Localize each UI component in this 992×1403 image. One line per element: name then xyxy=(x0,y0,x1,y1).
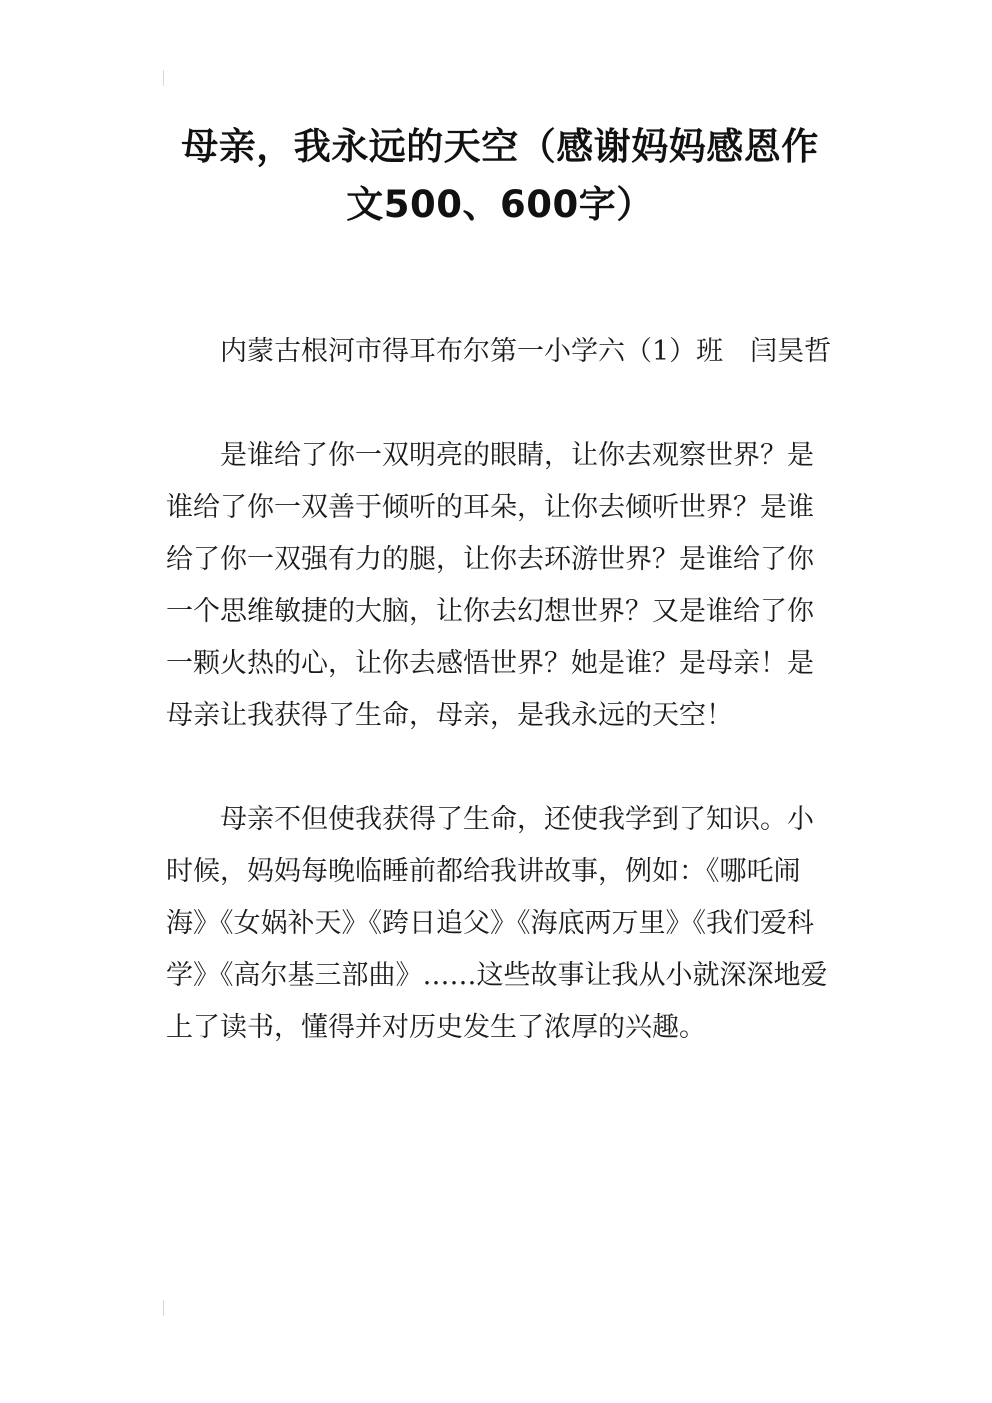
title-line-2: 文500、600字） xyxy=(346,183,654,226)
document-title xyxy=(150,118,850,234)
page-corner-mark xyxy=(163,1300,166,1316)
page-corner-mark xyxy=(163,70,166,86)
body-paragraph: 是谁给了你一双明亮的眼睛，让你去观察世界？是谁给了你一双善于倾听的耳朵，让你去倾听世界？是谁给了你一双强有力的腿，让你去环游世界？是谁给了你一个思维敏捷的大脑，让你去幻想世界？又是谁给了你一颗火热的心，让你去感悟世界？她是谁？是母亲！是母亲让我获得了生命，母亲，是我永远的天空！ xyxy=(166,440,814,731)
author-byline: 内蒙古根河市得耳布尔第一小学六（1）班 闫昊哲 xyxy=(220,336,832,367)
document-body xyxy=(166,326,832,1054)
title-line-1: 母亲，我永远的天空（感谢妈妈感恩作 xyxy=(181,125,819,168)
body-paragraph: 母亲不但使我获得了生命，还使我学到了知识。小时候，妈妈每晚临睡前都给我讲故事，例如：《哪吒闹海》《女娲补天》《跨日追父》《海底两万里》《我们爱科学》《高尔基三部曲》……这些故事让我从小就深深地爱上了读书，懂得并对历史发生了浓厚的兴趣。 xyxy=(166,804,828,1043)
